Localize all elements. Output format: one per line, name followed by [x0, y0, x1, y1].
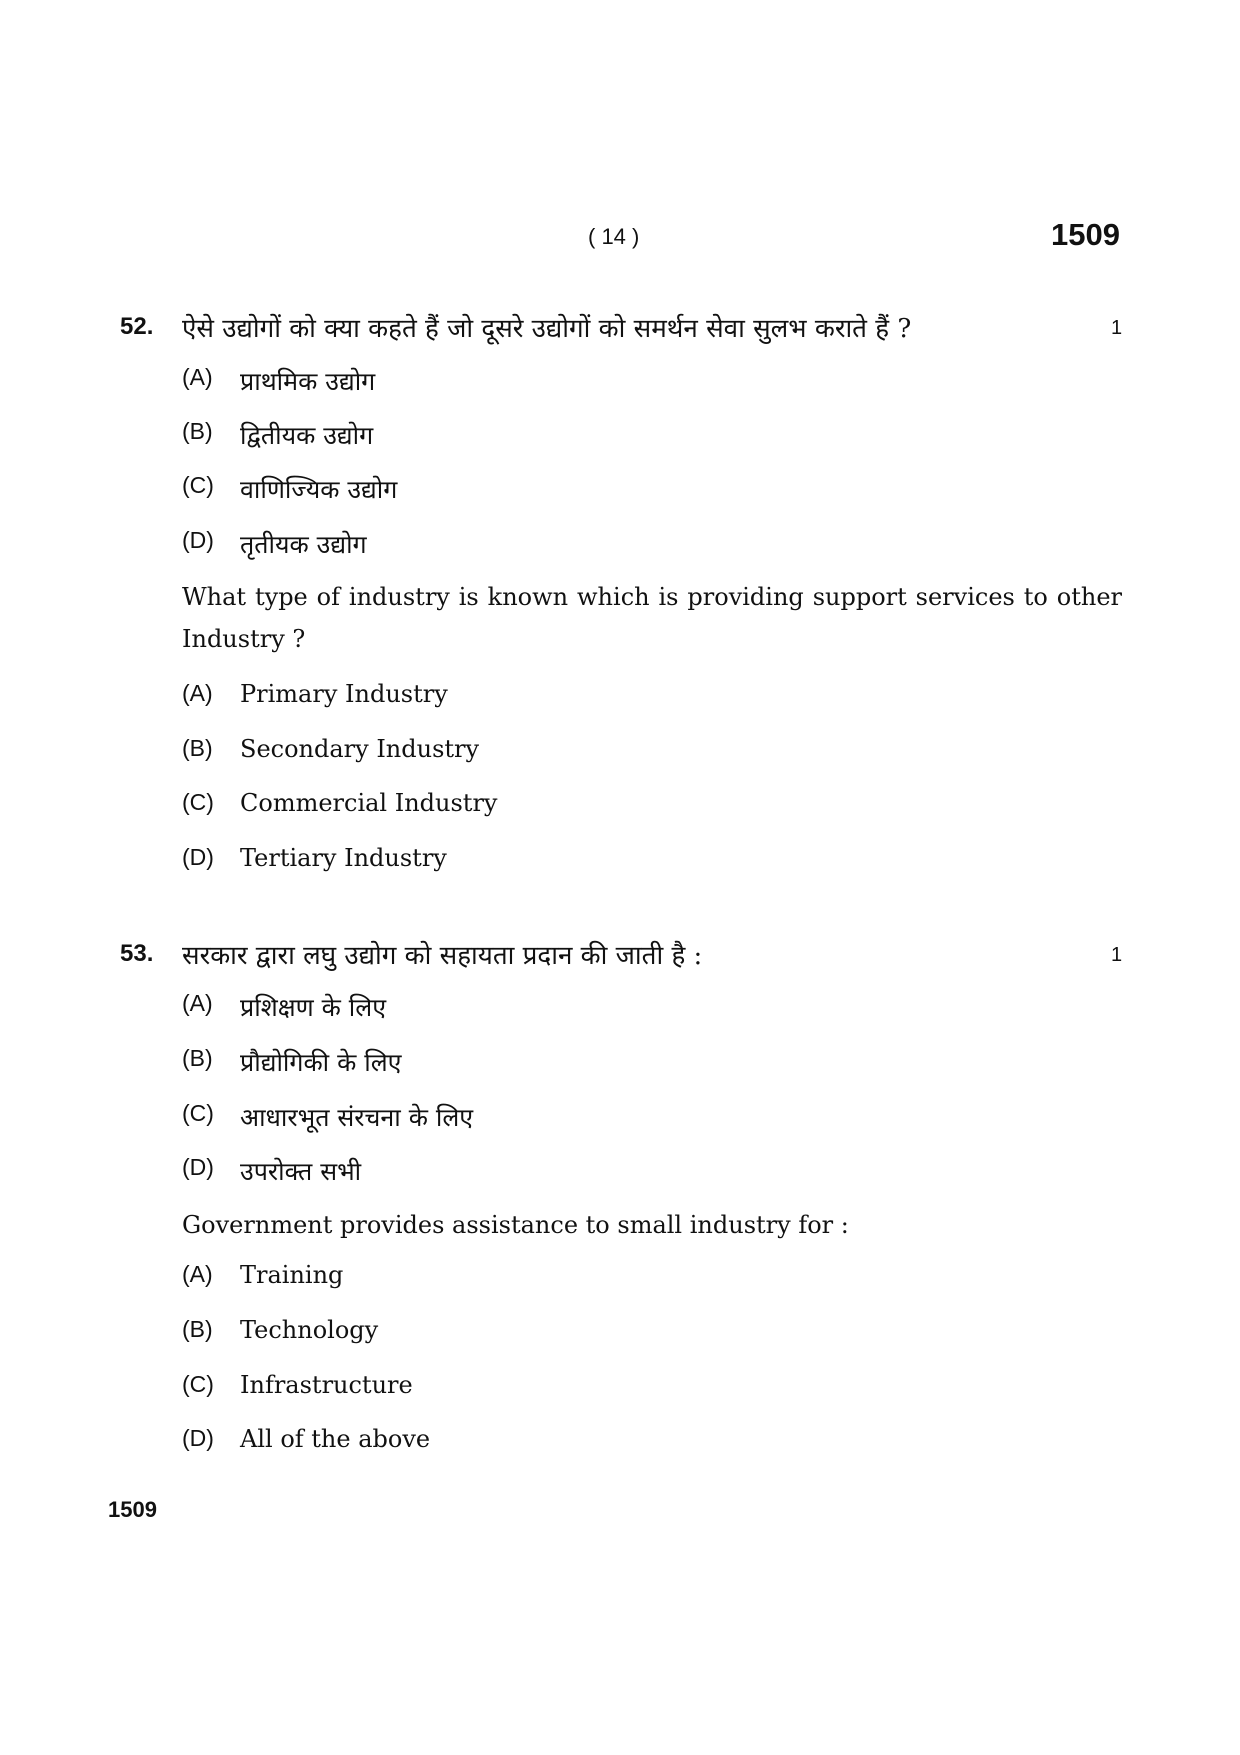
option-letter: (B): [182, 735, 213, 761]
question-number: 52.: [120, 313, 154, 340]
option-letter: (A): [182, 364, 213, 390]
question-text-english: What type of industry is known which is providing support services to other Industry ?: [182, 583, 1122, 653]
option-letter: (B): [182, 418, 213, 444]
option-text: प्रौद्योगिकी के लिए: [240, 1048, 402, 1077]
option-text: उपरोक्त सभी: [240, 1157, 362, 1186]
option-letter: (D): [182, 527, 214, 553]
option-letter: (C): [182, 472, 214, 498]
question-marks: 1: [1111, 317, 1123, 339]
question-marks: 1: [1111, 944, 1123, 966]
option-letter: (A): [182, 680, 213, 706]
question-text-english: Government provides assistance to small industry for :: [182, 1211, 849, 1239]
option-text: Infrastructure: [240, 1371, 413, 1399]
option-text: Primary Industry: [240, 680, 448, 708]
option-text: Technology: [240, 1316, 379, 1344]
option-text: प्राथमिक उद्योग: [240, 367, 376, 396]
option-text: Tertiary Industry: [240, 844, 447, 872]
option-text: वाणिज्यिक उद्योग: [240, 475, 398, 504]
option-letter: (C): [182, 1100, 214, 1126]
option-text: द्वितीयक उद्योग: [240, 421, 374, 450]
option-text: Commercial Industry: [240, 789, 498, 817]
option-text: आधारभूत संरचना के लिए: [240, 1103, 474, 1132]
option-letter: (A): [182, 990, 213, 1016]
question-text-hindi: सरकार द्वारा लघु उद्योग को सहायता प्रदान की जाती है :: [182, 941, 703, 971]
paper-code-header: 1509: [1051, 217, 1120, 252]
option-letter: (D): [182, 1425, 214, 1451]
option-text: All of the above: [240, 1425, 431, 1453]
page-number: ( 14 ): [588, 224, 640, 249]
paper-code-footer: 1509: [108, 1497, 157, 1522]
option-text: प्रशिक्षण के लिए: [240, 993, 387, 1022]
option-text: Training: [240, 1261, 344, 1289]
option-letter: (C): [182, 789, 214, 815]
option-text: तृतीयक उद्योग: [240, 530, 367, 559]
question-number: 53.: [120, 940, 154, 967]
option-letter: (B): [182, 1045, 213, 1071]
option-letter: (D): [182, 844, 214, 870]
option-letter: (A): [182, 1261, 213, 1287]
option-letter: (C): [182, 1371, 214, 1397]
option-text: Secondary Industry: [240, 735, 480, 763]
option-letter: (B): [182, 1316, 213, 1342]
question-text-hindi: ऐसे उद्योगों को क्या कहते हैं जो दूसरे उद्योगों को समर्थन सेवा सुलभ कराते हैं ?: [182, 314, 912, 344]
option-letter: (D): [182, 1154, 214, 1180]
